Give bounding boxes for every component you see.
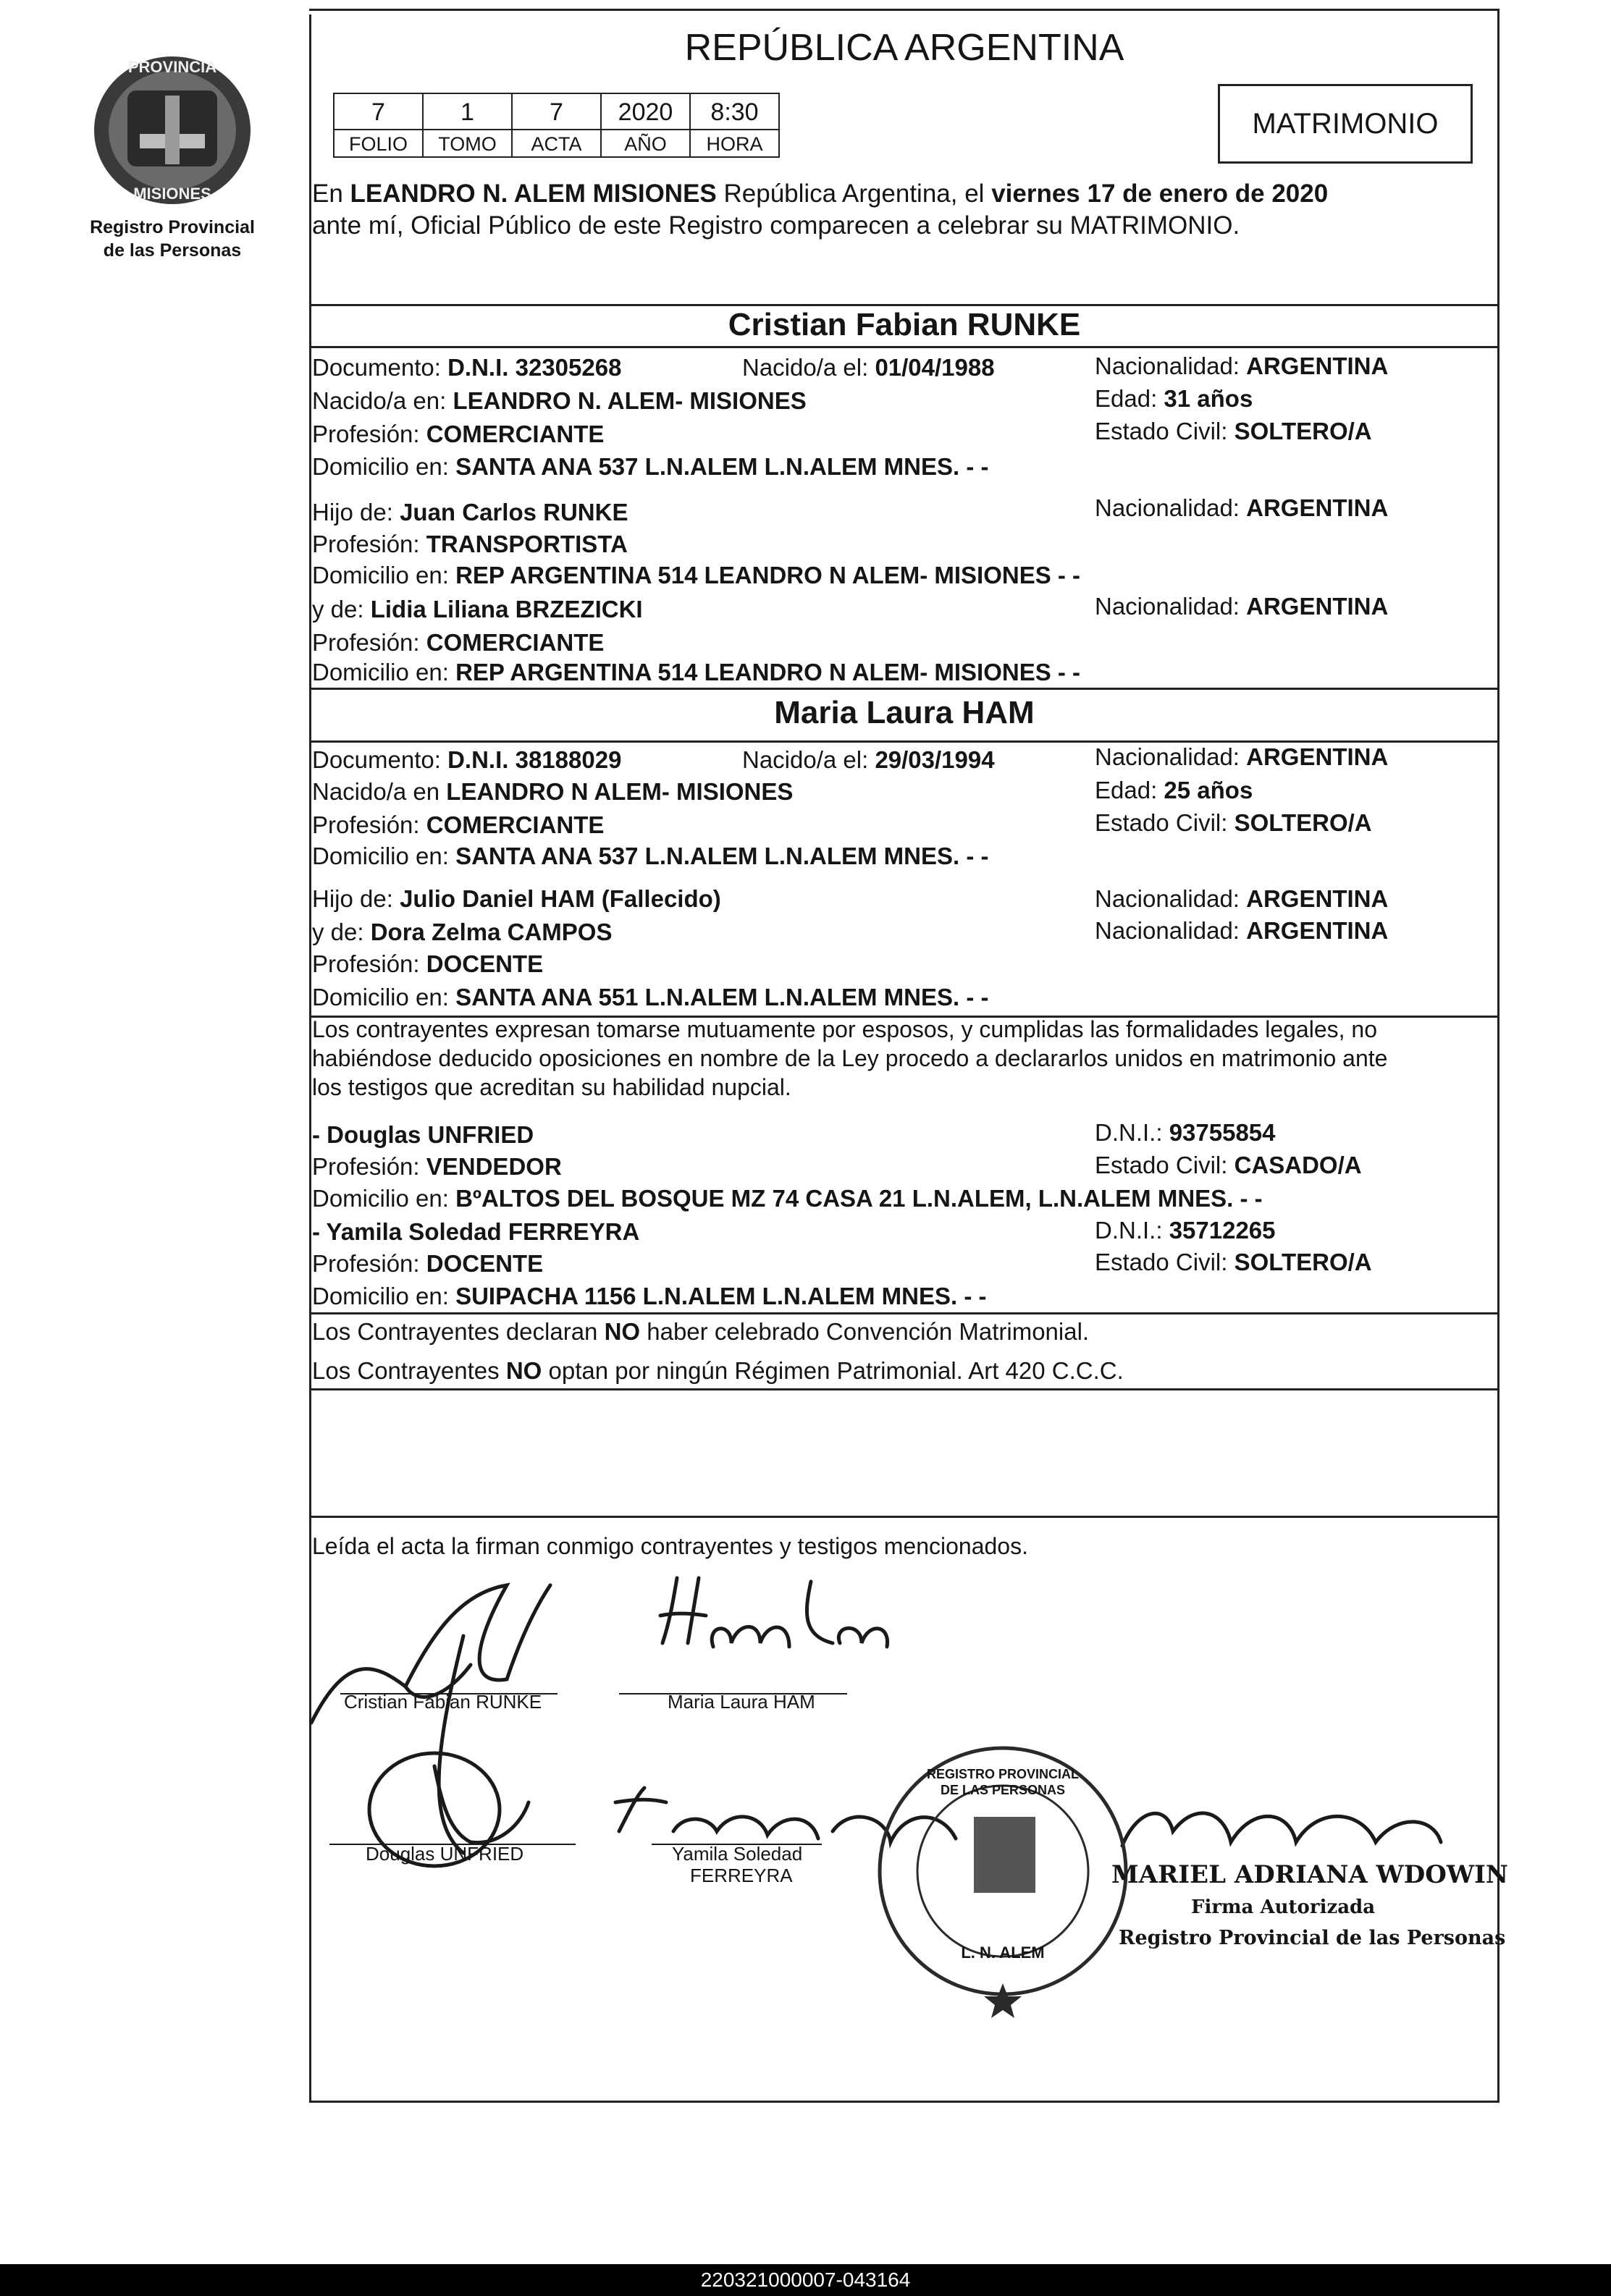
seal-top-text: PROVINCIA bbox=[127, 58, 217, 76]
spouse2-birthplace: Nacido/a en LEANDRO N ALEM- MISIONES bbox=[312, 778, 794, 805]
spouse2-father: Hijo de: Julio Daniel HAM (Fallecido) bbox=[312, 885, 721, 912]
witness1-prof: Profesión: VENDEDOR bbox=[312, 1153, 562, 1180]
tomo-cell: 1 bbox=[422, 93, 513, 130]
spouse1-doc: Documento: D.N.I. 32305268 bbox=[312, 354, 622, 381]
intro-line1: En LEANDRO N. ALEM MISIONES República Argentina, el viernes 17 de enero de 2020 bbox=[312, 180, 1329, 208]
document-id: 220321000007-043164 bbox=[700, 2268, 911, 2291]
spouse1-birthplace: Nacido/a en: LEANDRO N. ALEM- MISIONES bbox=[312, 387, 807, 414]
country-title: REPÚBLICA ARGENTINA bbox=[684, 27, 1124, 69]
spouse1-dom: Domicilio en: SANTA ANA 537 L.N.ALEM L.N.ALEM MNES. - - bbox=[312, 453, 989, 480]
spouse2-mother: y de: Dora Zelma CAMPOS bbox=[312, 919, 613, 945]
spouse2-age: Edad: 25 años bbox=[1095, 777, 1253, 803]
spouse1-father: Hijo de: Juan Carlos RUNKE bbox=[312, 499, 628, 526]
convention-line1: Los Contrayentes declaran NO haber celebrado Convención Matrimonial. bbox=[312, 1318, 1090, 1345]
convention-line2: Los Contrayentes NO optan por ningún Régimen Patrimonial. Art 420 C.C.C. bbox=[312, 1357, 1124, 1384]
spouse1-civil: Estado Civil: SOLTERO/A bbox=[1095, 418, 1372, 444]
acta-label: ACTA bbox=[511, 129, 602, 158]
spouse1-father-nat: Nacionalidad: ARGENTINA bbox=[1095, 494, 1389, 521]
doc-type-box: MATRIMONIO bbox=[1218, 84, 1473, 164]
registry-name-line1: Registro Provincial bbox=[90, 217, 255, 237]
spouse2-father-nat: Nacionalidad: ARGENTINA bbox=[1095, 885, 1389, 912]
signature-cristian-label: Cristian Fabian RUNKE bbox=[344, 1691, 542, 1713]
spouse1-age: Edad: 31 años bbox=[1095, 385, 1253, 412]
witness2-dom: Domicilio en: SUIPACHA 1156 L.N.ALEM L.N.ALEM MNES. - - bbox=[312, 1283, 987, 1309]
witness1-dni: D.N.I.: 93755854 bbox=[1095, 1119, 1276, 1146]
official-role: Firma Autorizada bbox=[1191, 1896, 1376, 1918]
spouse1-mother: y de: Lidia Liliana BRZEZICKI bbox=[312, 596, 643, 622]
spouse2-name: Maria Laura HAM bbox=[774, 695, 1035, 730]
registry-name-line2: de las Personas bbox=[103, 240, 242, 261]
footer-bar bbox=[0, 2264, 1611, 2296]
signature-yamila-label1: Yamila Soledad bbox=[672, 1843, 803, 1865]
spouse1-mother-nat: Nacionalidad: ARGENTINA bbox=[1095, 593, 1389, 620]
witness1-dom: Domicilio en: BºALTOS DEL BOSQUE MZ 74 CASA 21 L.N.ALEM, L.N.ALEM MNES. - - bbox=[312, 1185, 1263, 1212]
spouse2-civil: Estado Civil: SOLTERO/A bbox=[1095, 809, 1372, 836]
spouse1-prof: Profesión: COMERCIANTE bbox=[312, 421, 605, 447]
spouse1-father-prof: Profesión: TRANSPORTISTA bbox=[312, 531, 628, 557]
seal-bottom-text: MISIONES bbox=[133, 185, 211, 203]
signature-douglas-label: Douglas UNFRIED bbox=[366, 1843, 524, 1865]
spouse2-mother-nat: Nacionalidad: ARGENTINA bbox=[1095, 917, 1389, 944]
official-name: MARIEL ADRIANA WDOWIN bbox=[1111, 1860, 1508, 1889]
declaration-line2: habiéndose deducido oposiciones en nombre de la Ley procedo a declararlos unidos en matrimonio ante bbox=[312, 1045, 1388, 1071]
spouse1-father-dom: Domicilio en: REP ARGENTINA 514 LEANDRO N ALEM- MISIONES - - bbox=[312, 562, 1081, 588]
spouse1-name: Cristian Fabian RUNKE bbox=[728, 307, 1081, 342]
anio-label: AÑO bbox=[600, 129, 691, 158]
witness2-dni: D.N.I.: 35712265 bbox=[1095, 1217, 1276, 1244]
intro-line2: ante mí, Oficial Público de este Registro comparecen a celebrar su MATRIMONIO. bbox=[312, 211, 1240, 240]
spouse1-nat: Nacionalidad: ARGENTINA bbox=[1095, 353, 1389, 379]
spouse2-born: Nacido/a el: 29/03/1994 bbox=[742, 746, 995, 773]
witness2-name: - Yamila Soledad FERREYRA bbox=[312, 1218, 640, 1245]
spouse2-mother-prof: Profesión: DOCENTE bbox=[312, 950, 544, 977]
spouse1-born: Nacido/a el: 01/04/1988 bbox=[742, 354, 995, 381]
closing-text: Leída el acta la firman conmigo contrayentes y testigos mencionados. bbox=[312, 1533, 1028, 1559]
spouse2-dom: Domicilio en: SANTA ANA 537 L.N.ALEM L.N.ALEM MNES. - - bbox=[312, 843, 989, 869]
tomo-label: TOMO bbox=[422, 129, 513, 158]
spouse2-prof: Profesión: COMERCIANTE bbox=[312, 811, 605, 838]
stamp-text: REGISTRO PROVINCIAL DE LAS PERSONAS bbox=[926, 1767, 1079, 1797]
signature-maria-label: Maria Laura HAM bbox=[668, 1691, 815, 1713]
declaration-line3: los testigos que acreditan su habilidad nupcial. bbox=[312, 1074, 791, 1100]
spouse2-nat: Nacionalidad: ARGENTINA bbox=[1095, 743, 1389, 770]
hora-cell: 8:30 bbox=[689, 93, 780, 130]
stamp-bottom-text: L. N. ALEM bbox=[961, 1943, 1045, 1962]
acta-cell: 7 bbox=[511, 93, 602, 130]
anio-cell: 2020 bbox=[600, 93, 691, 130]
declaration-line1: Los contrayentes expresan tomarse mutuamente por esposos, y cumplidas las formalidades legales, no bbox=[312, 1016, 1377, 1042]
spouse2-doc: Documento: D.N.I. 38188029 bbox=[312, 746, 622, 773]
folio-label: FOLIO bbox=[333, 129, 424, 158]
hora-label: HORA bbox=[689, 129, 780, 158]
spouse1-mother-prof: Profesión: COMERCIANTE bbox=[312, 629, 605, 656]
spouse1-mother-dom: Domicilio en: REP ARGENTINA 514 LEANDRO N ALEM- MISIONES - - bbox=[312, 659, 1081, 685]
signature-yamila-label2: FERREYRA bbox=[690, 1865, 793, 1886]
spouse2-mother-dom: Domicilio en: SANTA ANA 551 L.N.ALEM L.N.ALEM MNES. - - bbox=[312, 984, 989, 1010]
folio-cell: 7 bbox=[333, 93, 424, 130]
witness2-civil: Estado Civil: SOLTERO/A bbox=[1095, 1249, 1372, 1275]
witness1-civil: Estado Civil: CASADO/A bbox=[1095, 1152, 1362, 1178]
witness2-prof: Profesión: DOCENTE bbox=[312, 1250, 544, 1277]
official-office: Registro Provincial de las Personas bbox=[1119, 1927, 1506, 1949]
witness1-name: - Douglas UNFRIED bbox=[312, 1121, 534, 1148]
